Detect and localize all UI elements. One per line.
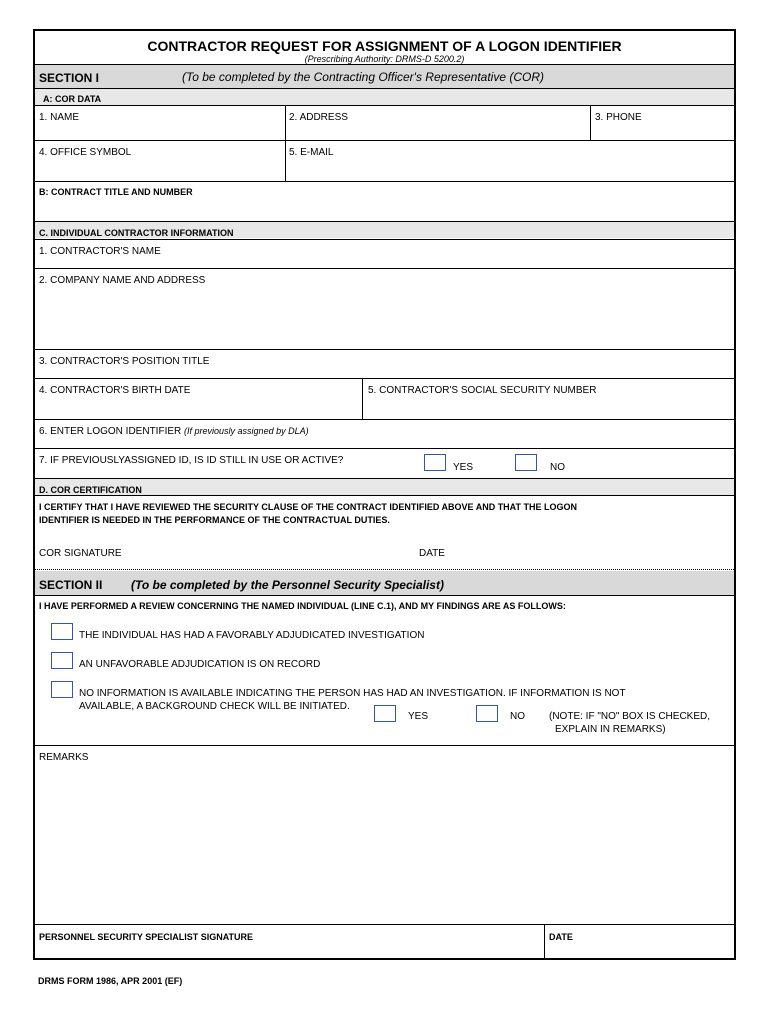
logon-id-field[interactable] xyxy=(39,426,309,437)
note-line-1: (NOTE: IF "NO" BOX IS CHECKED, xyxy=(549,711,711,722)
company-name-address-field[interactable]: 2. COMPANY NAME AND ADDRESS xyxy=(39,275,206,286)
cor-certification-header: D. COR CERTIFICATION xyxy=(39,485,142,495)
still-active-no-label: NO xyxy=(550,462,565,473)
cor-phone-field[interactable]: 3. PHONE xyxy=(595,112,642,123)
logon-id-label: 6. ENTER LOGON IDENTIFIER xyxy=(39,426,182,437)
no-info-label-line-2: AVAILABLE, A BACKGROUND CHECK WILL BE INITIATED. xyxy=(79,701,350,712)
favorable-label: THE INDIVIDUAL HAS HAD A FAVORABLY ADJUDICATED INVESTIGATION xyxy=(79,630,425,641)
review-statement: I HAVE PERFORMED A REVIEW CONCERNING THE NAMED INDIVIDUAL (LINE C.1), AND MY FINDINGS ARE AS FOLLOWS: xyxy=(39,601,566,611)
pss-date-field[interactable]: DATE xyxy=(549,932,573,942)
remarks-field[interactable]: REMARKS xyxy=(39,752,89,763)
still-active-yes-label: YES xyxy=(453,462,474,473)
ssn-field[interactable]: 5. CONTRACTOR'S SOCIAL SECURITY NUMBER xyxy=(368,385,597,396)
section-1-label: SECTION I xyxy=(39,71,100,85)
no-info-checkbox[interactable] xyxy=(51,681,73,698)
office-symbol-field[interactable]: 4. OFFICE SYMBOL xyxy=(39,147,132,158)
certification-text-line-1: I CERTIFY THAT I HAVE REVIEWED THE SECURITY CLAUSE OF THE CONTRACT IDENTIFIED ABOVE AND THAT THE LOGON xyxy=(39,502,578,512)
contractor-name-field[interactable]: 1. CONTRACTOR'S NAME xyxy=(39,246,161,257)
section-1-subtitle: (To be completed by the Contracting Officer's Representative (COR) xyxy=(182,70,545,84)
certification-text-line-2: IDENTIFIER IS NEEDED IN THE PERFORMANCE OF THE CONTRACTUAL DUTIES. xyxy=(39,515,390,525)
pss-signature-field[interactable]: PERSONNEL SECURITY SPECIALIST SIGNATURE xyxy=(39,932,254,942)
position-title-field[interactable]: 3. CONTRACTOR'S POSITION TITLE xyxy=(39,356,210,367)
background-check-no-checkbox[interactable] xyxy=(476,705,498,722)
still-active-question: 7. IF PREVIOUSLYASSIGNED ID, IS ID STILL IN USE OR ACTIVE? xyxy=(39,455,344,466)
background-check-yes-label: YES xyxy=(408,711,429,722)
still-active-yes-checkbox[interactable] xyxy=(424,454,446,471)
background-check-no-label: NO xyxy=(510,711,525,722)
contractor-info-header: C. INDIVIDUAL CONTRACTOR INFORMATION xyxy=(39,228,234,238)
favorable-checkbox[interactable] xyxy=(51,623,73,640)
cor-address-field[interactable]: 2. ADDRESS xyxy=(289,112,348,123)
background-check-yes-checkbox[interactable] xyxy=(374,705,396,722)
cor-data-header: A: COR DATA xyxy=(43,94,102,104)
cor-signature-field[interactable]: COR SIGNATURE xyxy=(39,548,122,559)
logon-id-note: (If previously assigned by DLA) xyxy=(184,426,309,436)
section-2-subtitle: (To be completed by the Personnel Security Specialist) xyxy=(131,578,444,592)
form-title: CONTRACTOR REQUEST FOR ASSIGNMENT OF A LOGON IDENTIFIER xyxy=(147,38,622,54)
section-2-label: SECTION II xyxy=(39,578,103,592)
unfavorable-label: AN UNFAVORABLE ADJUDICATION IS ON RECORD xyxy=(79,659,321,670)
still-active-no-checkbox[interactable] xyxy=(515,454,537,471)
birth-date-field[interactable]: 4. CONTRACTOR'S BIRTH DATE xyxy=(39,385,191,396)
form-frame xyxy=(33,29,736,960)
note-line-2: EXPLAIN IN REMARKS) xyxy=(555,724,666,735)
prescribing-authority: (Prescribing Authority: DRMS-D 5200.2) xyxy=(304,54,465,64)
unfavorable-checkbox[interactable] xyxy=(51,652,73,669)
contract-title-field[interactable]: B: CONTRACT TITLE AND NUMBER xyxy=(39,187,193,197)
cor-date-field[interactable]: DATE xyxy=(419,548,445,559)
cor-email-field[interactable]: 5. E-MAIL xyxy=(289,147,334,158)
cor-name-field[interactable]: 1. NAME xyxy=(39,112,80,123)
form-footer: DRMS FORM 1986, APR 2001 (EF) xyxy=(38,976,183,986)
no-info-label-line-1: NO INFORMATION IS AVAILABLE INDICATING THE PERSON HAS HAD AN INVESTIGATION. IF INFORMATION IS NOT xyxy=(79,688,626,699)
